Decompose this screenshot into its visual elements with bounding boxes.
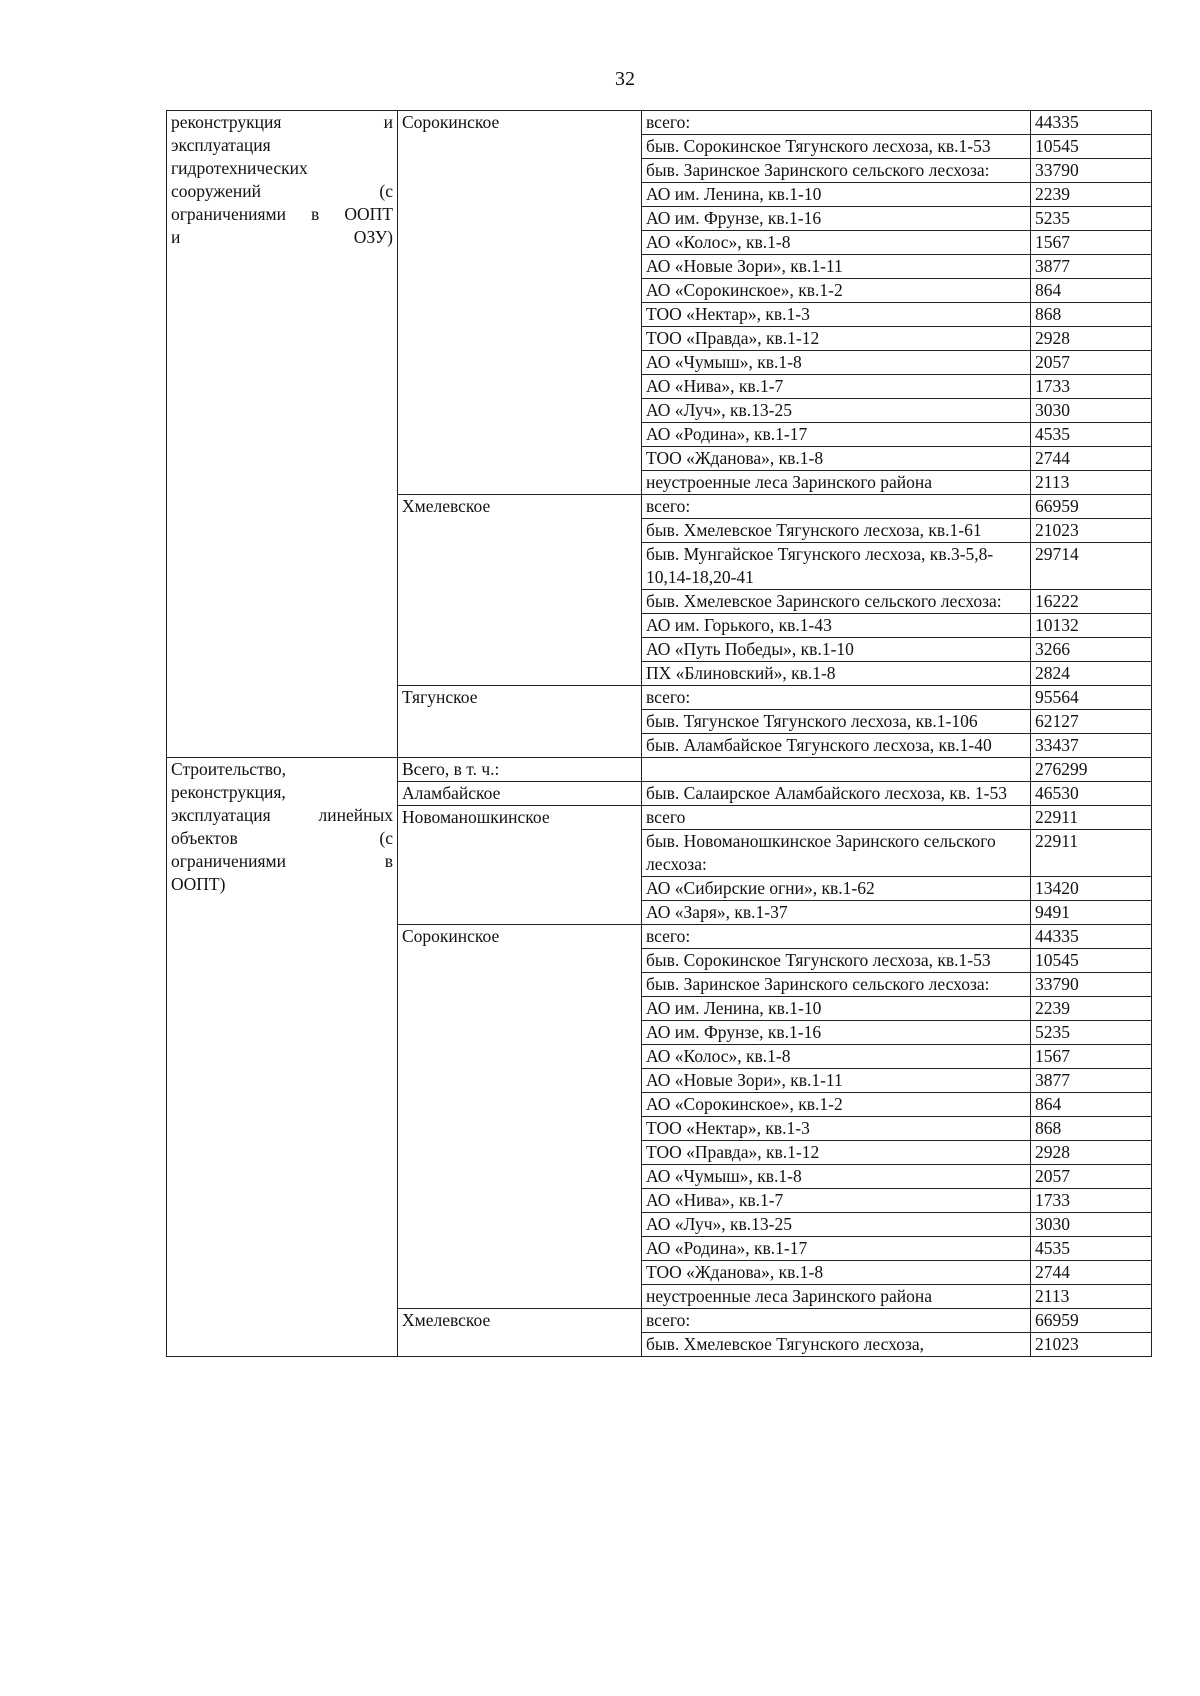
- area-cell: 5235: [1031, 1021, 1152, 1045]
- area-cell: 33790: [1031, 973, 1152, 997]
- object-cell: быв. Заринское Заринского сельского лесхоза:: [642, 973, 1031, 997]
- area-cell: 4535: [1031, 423, 1152, 447]
- area-cell: 44335: [1031, 925, 1152, 949]
- object-cell: АО «Родина», кв.1-17: [642, 1237, 1031, 1261]
- area-cell: 4535: [1031, 1237, 1152, 1261]
- area-cell: 62127: [1031, 710, 1152, 734]
- object-cell: всего:: [642, 111, 1031, 135]
- object-cell: АО «Колос», кв.1-8: [642, 231, 1031, 255]
- area-cell: 868: [1031, 303, 1152, 327]
- area-cell: 2928: [1031, 327, 1152, 351]
- object-cell: АО «Новые Зори», кв.1-11: [642, 1069, 1031, 1093]
- area-cell: 3877: [1031, 255, 1152, 279]
- area-cell: 3877: [1031, 1069, 1152, 1093]
- table-row: [167, 111, 1152, 135]
- object-cell: ТОО «Нектар», кв.1-3: [642, 303, 1031, 327]
- object-cell: АО «Сибирские огни», кв.1-62: [642, 877, 1031, 901]
- purpose-line: реконструкция,: [171, 782, 286, 802]
- forestry-cell: Сорокинское: [398, 925, 642, 1309]
- purpose-line: ограничениями в: [171, 851, 393, 871]
- area-cell: 1567: [1031, 231, 1152, 255]
- area-cell: 22911: [1031, 806, 1152, 830]
- forestry-cell: Аламбайское: [398, 782, 642, 806]
- object-cell: ТОО «Нектар», кв.1-3: [642, 1117, 1031, 1141]
- object-cell: неустроенные леса Заринского района: [642, 471, 1031, 495]
- area-cell: 868: [1031, 1117, 1152, 1141]
- object-cell: быв. Мунгайское Тягунского лесхоза, кв.3-5,8-10,14-18,20-41: [642, 543, 1031, 590]
- forestry-cell: Хмелевское: [398, 495, 642, 686]
- area-cell: 2113: [1031, 1285, 1152, 1309]
- area-cell: 2057: [1031, 1165, 1152, 1189]
- area-cell: 3030: [1031, 399, 1152, 423]
- area-cell: 33437: [1031, 734, 1152, 758]
- purpose-cell: [167, 758, 398, 1357]
- object-cell: ТОО «Правда», кв.1-12: [642, 1141, 1031, 1165]
- area-cell: 3030: [1031, 1213, 1152, 1237]
- object-cell: быв. Тягунское Тягунского лесхоза, кв.1-106: [642, 710, 1031, 734]
- purpose-line: гидротехнических: [171, 158, 308, 178]
- object-cell: АО «Нива», кв.1-7: [642, 1189, 1031, 1213]
- area-cell: 1733: [1031, 1189, 1152, 1213]
- object-cell: всего:: [642, 925, 1031, 949]
- area-cell: 66959: [1031, 495, 1152, 519]
- area-cell: 95564: [1031, 686, 1152, 710]
- object-cell: быв. Новоманошкинское Заринского сельского лесхоза:: [642, 830, 1031, 877]
- object-cell: неустроенные леса Заринского района: [642, 1285, 1031, 1309]
- object-cell: ПХ «Блиновский», кв.1-8: [642, 662, 1031, 686]
- area-cell: 46530: [1031, 782, 1152, 806]
- object-cell: АО «Луч», кв.13-25: [642, 1213, 1031, 1237]
- area-cell: 1733: [1031, 375, 1152, 399]
- purpose-line: Строительство,: [171, 759, 286, 779]
- forest-use-table: [166, 110, 1152, 1357]
- object-cell: АО «Путь Победы», кв.1-10: [642, 638, 1031, 662]
- object-cell: АО «Колос», кв.1-8: [642, 1045, 1031, 1069]
- object-cell: АО им. Фрунзе, кв.1-16: [642, 1021, 1031, 1045]
- object-cell: АО им. Горького, кв.1-43: [642, 614, 1031, 638]
- object-cell: быв. Заринское Заринского сельского лесхоза:: [642, 159, 1031, 183]
- area-cell: 21023: [1031, 1333, 1152, 1357]
- purpose-line: объектов (с: [171, 828, 393, 848]
- object-cell: ТОО «Жданова», кв.1-8: [642, 447, 1031, 471]
- area-cell: 2239: [1031, 183, 1152, 207]
- page-number: 32: [615, 68, 635, 90]
- object-cell: АО «Чумыш», кв.1-8: [642, 351, 1031, 375]
- forestry-cell: Тягунское: [398, 686, 642, 758]
- area-cell: 2928: [1031, 1141, 1152, 1165]
- purpose-line: эксплуатация линейных: [171, 805, 393, 825]
- object-cell: всего:: [642, 1309, 1031, 1333]
- purpose-line: ограничениями в ООПТ: [171, 204, 393, 224]
- object-cell: АО «Сорокинское», кв.1-2: [642, 1093, 1031, 1117]
- area-cell: 2824: [1031, 662, 1152, 686]
- area-cell: 2744: [1031, 1261, 1152, 1285]
- area-cell: 10545: [1031, 135, 1152, 159]
- area-cell: 2113: [1031, 471, 1152, 495]
- total-label: Всего, в т. ч.:: [398, 758, 642, 782]
- area-cell: 16222: [1031, 590, 1152, 614]
- object-cell: АО «Сорокинское», кв.1-2: [642, 279, 1031, 303]
- area-cell: 9491: [1031, 901, 1152, 925]
- object-cell: быв. Хмелевское Тягунского лесхоза,: [642, 1333, 1031, 1357]
- object-cell: быв. Сорокинское Тягунского лесхоза, кв.1-53: [642, 949, 1031, 973]
- purpose-line: ООПТ): [171, 874, 226, 894]
- area-cell: 29714: [1031, 543, 1152, 590]
- purpose-line: реконструкция и: [171, 112, 393, 132]
- object-cell: быв. Салаирское Аламбайского лесхоза, кв. 1-53: [642, 782, 1031, 806]
- area-cell: 13420: [1031, 877, 1152, 901]
- table-row: [167, 758, 1152, 782]
- forestry-cell: Хмелевское: [398, 1309, 642, 1357]
- object-cell: АО им. Ленина, кв.1-10: [642, 183, 1031, 207]
- object-cell: быв. Хмелевское Тягунского лесхоза, кв.1-61: [642, 519, 1031, 543]
- object-cell: [642, 758, 1031, 782]
- area-cell: 276299: [1031, 758, 1152, 782]
- area-cell: 2744: [1031, 447, 1152, 471]
- object-cell: АО «Новые Зори», кв.1-11: [642, 255, 1031, 279]
- area-cell: 1567: [1031, 1045, 1152, 1069]
- purpose-line: и ОЗУ): [171, 227, 393, 247]
- object-cell: ТОО «Жданова», кв.1-8: [642, 1261, 1031, 1285]
- area-cell: 33790: [1031, 159, 1152, 183]
- object-cell: АО «Луч», кв.13-25: [642, 399, 1031, 423]
- object-cell: всего:: [642, 495, 1031, 519]
- object-cell: быв. Сорокинское Тягунского лесхоза, кв.1-53: [642, 135, 1031, 159]
- area-cell: 864: [1031, 1093, 1152, 1117]
- object-cell: всего:: [642, 686, 1031, 710]
- object-cell: АО «Нива», кв.1-7: [642, 375, 1031, 399]
- object-cell: АО «Чумыш», кв.1-8: [642, 1165, 1031, 1189]
- object-cell: АО «Родина», кв.1-17: [642, 423, 1031, 447]
- object-cell: АО «Заря», кв.1-37: [642, 901, 1031, 925]
- purpose-cell: [167, 111, 398, 758]
- area-cell: 864: [1031, 279, 1152, 303]
- area-cell: 66959: [1031, 1309, 1152, 1333]
- object-cell: быв. Аламбайское Тягунского лесхоза, кв.1-40: [642, 734, 1031, 758]
- purpose-line: эксплуатация: [171, 135, 271, 155]
- area-cell: 2057: [1031, 351, 1152, 375]
- area-cell: 10545: [1031, 949, 1152, 973]
- object-cell: АО им. Ленина, кв.1-10: [642, 997, 1031, 1021]
- forestry-cell: Новоманошкинское: [398, 806, 642, 925]
- forestry-cell: Сорокинское: [398, 111, 642, 495]
- object-cell: ТОО «Правда», кв.1-12: [642, 327, 1031, 351]
- area-cell: 3266: [1031, 638, 1152, 662]
- area-cell: 22911: [1031, 830, 1152, 877]
- area-cell: 10132: [1031, 614, 1152, 638]
- area-cell: 2239: [1031, 997, 1152, 1021]
- area-cell: 5235: [1031, 207, 1152, 231]
- area-cell: 21023: [1031, 519, 1152, 543]
- area-cell: 44335: [1031, 111, 1152, 135]
- purpose-line: сооружений (с: [171, 181, 393, 201]
- object-cell: быв. Хмелевское Заринского сельского лесхоза:: [642, 590, 1031, 614]
- object-cell: АО им. Фрунзе, кв.1-16: [642, 207, 1031, 231]
- object-cell: всего: [642, 806, 1031, 830]
